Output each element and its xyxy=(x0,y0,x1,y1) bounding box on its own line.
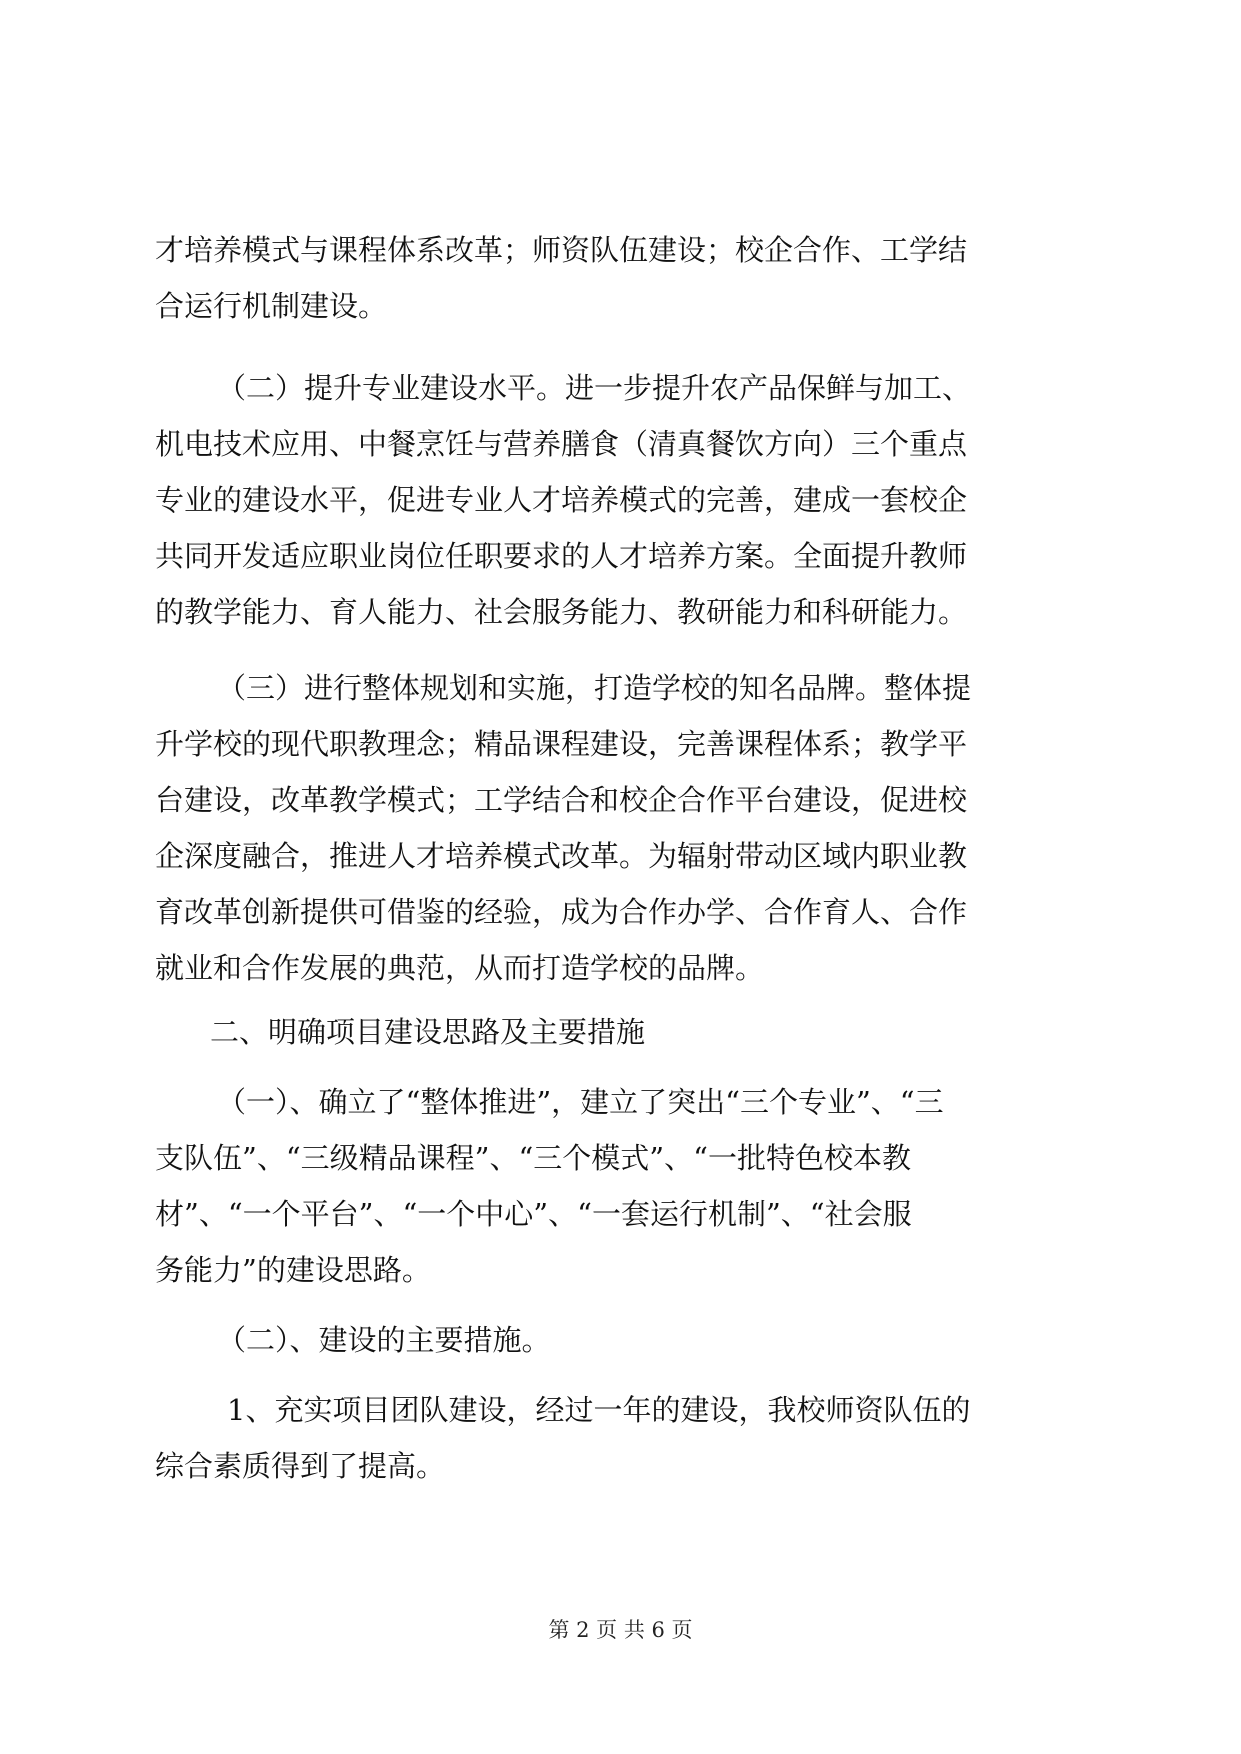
section-heading: （二）、建设的主要措施。 xyxy=(217,1323,551,1357)
text-line: 机电技术应用、中餐烹饪与营养膳食（清真餐饮方向）三个重点 xyxy=(155,427,968,461)
section-heading: （二）提升专业建设水平。进一步提升农产品保鲜与加工、 xyxy=(217,371,972,405)
numbered-item: 1、充实项目团队建设，经过一年的建设，我校师资队伍的 xyxy=(227,1393,971,1427)
major-heading: 二、明确项目建设思路及主要措施 xyxy=(210,1015,646,1049)
text-line: 专业的建设水平，促进专业人才培养模式的完善，建成一套校企 xyxy=(155,483,968,517)
text-line: 合运行机制建设。 xyxy=(155,289,388,323)
text-line: 综合素质得到了提高。 xyxy=(155,1449,446,1483)
text-line: 材”、“一个平台”、“一个中心”、“一套运行机制”、“社会服 xyxy=(155,1197,912,1231)
text-line: 升学校的现代职教理念；精品课程建设，完善课程体系；教学平 xyxy=(155,727,968,761)
text-line: 共同开发适应职业岗位任职要求的人才培养方案。全面提升教师 xyxy=(155,539,968,573)
text-line: 务能力”的建设思路。 xyxy=(155,1253,431,1287)
section-heading: （一）、确立了“整体推进”，建立了突出“三个专业”、“三 xyxy=(217,1085,944,1119)
text-line: 就业和合作发展的典范，从而打造学校的品牌。 xyxy=(155,951,765,985)
text-line: 育改革创新提供可借鉴的经验，成为合作办学、合作育人、合作 xyxy=(155,895,968,929)
text-line: 才培养模式与课程体系改革；师资队伍建设；校企合作、工学结 xyxy=(155,233,968,267)
text-line: 的教学能力、育人能力、社会服务能力、教研能力和科研能力。 xyxy=(155,595,968,629)
text-line: 企深度融合，推进人才培养模式改革。为辐射带动区域内职业教 xyxy=(155,839,968,873)
text-line: 台建设，改革教学模式；工学结合和校企合作平台建设，促进校 xyxy=(155,783,968,817)
section-heading: （三）进行整体规划和实施，打造学校的知名品牌。整体提 xyxy=(217,671,972,705)
page-number-footer: 第 2 页 共 6 页 xyxy=(548,1618,693,1642)
text-line: 支队伍”、“三级精品课程”、“三个模式”、“一批特色校本教 xyxy=(155,1141,911,1175)
